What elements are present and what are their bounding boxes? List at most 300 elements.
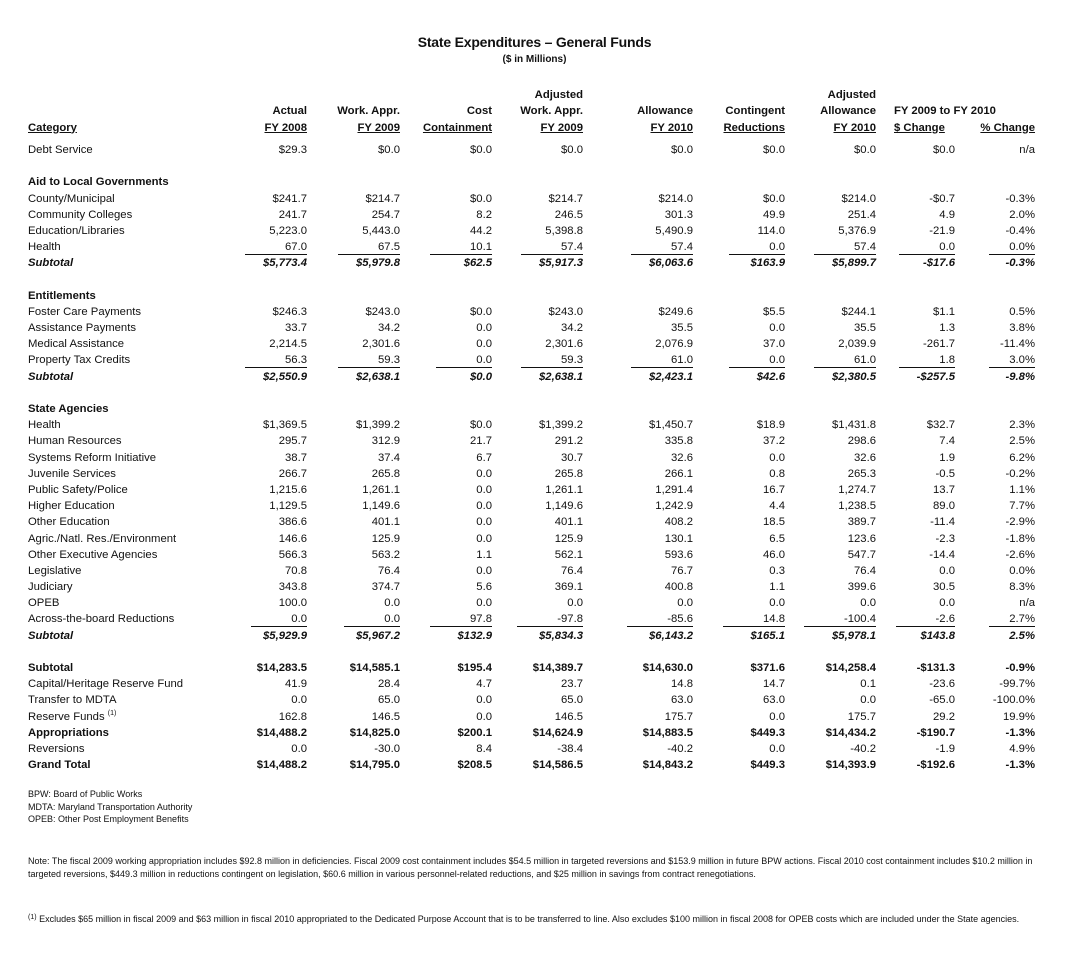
row-label-text: Subtotal (28, 662, 74, 674)
cell-cost-containment (400, 207, 492, 223)
cell-allowance-fy2010 (583, 709, 693, 725)
section-heading (28, 401, 1035, 417)
cell-percent-change (955, 223, 1035, 239)
cell-value: -0.3% (1005, 257, 1035, 270)
cell-value: 37.4 (378, 451, 400, 464)
cell-contingent-reductions (693, 142, 785, 158)
table-row (28, 547, 1035, 563)
cell-contingent-reductions (693, 692, 785, 708)
cell-value: $1,399.2 (356, 419, 400, 432)
cell-value: $5,979.8 (356, 257, 400, 270)
cell-cost-containment (400, 320, 492, 336)
cell-dollar-change (876, 223, 955, 239)
table-row (28, 433, 1035, 449)
header-dollar-change: $ Change (894, 121, 945, 134)
cell-value: $62.5 (463, 257, 492, 270)
cell-actual-fy2008 (240, 417, 307, 433)
cell-value: 2.3% (1009, 419, 1035, 432)
cell-value: 0.0 (860, 597, 876, 610)
cell-value: 401.1 (371, 516, 400, 529)
cell-value: 265.3 (847, 467, 876, 480)
cell-contingent-reductions (693, 628, 785, 644)
cell-value: -2.3 (935, 532, 955, 545)
cell-actual-fy2008 (240, 223, 307, 239)
cell-cost-containment (400, 628, 492, 644)
cell-value: 56.3 (245, 353, 307, 368)
cell-value: 8.4 (476, 742, 492, 755)
row-label-text: Transfer to MDTA (28, 694, 117, 707)
cell-value: 34.2 (561, 322, 583, 335)
row-label (28, 142, 240, 158)
header-work-appr-fy2009 (307, 87, 400, 137)
row-label-text: Foster Care Payments (28, 305, 142, 318)
cell-adjusted-allowance-fy2010 (785, 498, 876, 514)
cell-allowance-fy2010 (583, 336, 693, 352)
header-change-subheaders (876, 120, 1035, 137)
cell-actual-fy2008 (240, 336, 307, 352)
cell-adjusted-allowance-fy2010 (785, 207, 876, 223)
row-label (28, 288, 240, 304)
cell-value: 44.2 (470, 224, 492, 237)
cell-work-appr-fy2009 (307, 547, 400, 563)
cell-value: 1.1 (769, 581, 785, 594)
cell-work-appr-fy2009 (307, 352, 400, 368)
cell-value: 76.4 (378, 564, 400, 577)
cell-value: $6,063.6 (649, 257, 693, 270)
header-line: Actual (272, 105, 307, 117)
cell-value: -0.9% (1005, 662, 1035, 674)
header-line: FY 2009 (540, 121, 583, 134)
cell-actual-fy2008 (240, 628, 307, 644)
cell-contingent-reductions (693, 498, 785, 514)
cell-value: 0.0 (476, 694, 492, 707)
cell-value: -11.4% (1000, 338, 1035, 351)
cell-value: 63.0 (763, 694, 785, 707)
cell-value: 33.7 (285, 322, 307, 335)
cell-percent-change (955, 142, 1035, 158)
cell-dollar-change (876, 660, 955, 676)
cell-actual-fy2008 (240, 207, 307, 223)
cell-actual-fy2008 (240, 579, 307, 595)
cell-value: 32.6 (671, 451, 693, 464)
cell-value: $249.6 (658, 305, 693, 318)
cell-allowance-fy2010 (583, 482, 693, 498)
header-line: Contingent (725, 105, 785, 117)
header-line: Containment (422, 121, 492, 134)
header-line: FY 2010 (650, 121, 693, 134)
row-label (28, 498, 240, 514)
cell-dollar-change (876, 531, 955, 547)
cell-value: 100.0 (278, 597, 307, 610)
row-label-text: Juvenile Services (28, 467, 116, 480)
cell-value: $241.7 (272, 192, 307, 205)
cell-value: -1.8% (1005, 532, 1035, 545)
cell-allowance-fy2010 (583, 547, 693, 563)
cell-value: -0.4% (1005, 224, 1035, 237)
cell-value: 3.8% (1009, 322, 1035, 335)
cell-value: $243.0 (365, 305, 400, 318)
cell-value: $14,585.1 (349, 662, 400, 674)
row-spacer (28, 158, 1035, 174)
cell-adjusted-work-appr-fy2009 (492, 498, 583, 514)
row-label-text: State Agencies (28, 403, 109, 415)
cell-adjusted-work-appr-fy2009 (492, 304, 583, 320)
cell-value: 1,149.6 (362, 500, 400, 513)
header-line: Adjusted (827, 88, 876, 101)
cell-value: $14,586.5 (532, 759, 583, 772)
cell-work-appr-fy2009 (307, 757, 400, 773)
cell-value: 97.8 (430, 612, 492, 627)
cell-value: 2,301.6 (545, 338, 583, 351)
cell-value: 251.4 (847, 208, 876, 221)
cell-allowance-fy2010 (583, 660, 693, 676)
cell-contingent-reductions (693, 352, 785, 368)
cell-value: 0.0 (476, 483, 492, 496)
row-label (28, 352, 240, 368)
header-line: Adjusted (534, 88, 583, 101)
cell-value: 0.8 (769, 467, 785, 480)
cell-work-appr-fy2009 (307, 482, 400, 498)
cell-actual-fy2008 (240, 563, 307, 579)
cell-dollar-change (876, 304, 955, 320)
cell-work-appr-fy2009 (307, 741, 400, 757)
cell-adjusted-work-appr-fy2009 (492, 547, 583, 563)
cell-dollar-change (876, 741, 955, 757)
row-label-text: Appropriations (28, 726, 109, 739)
total-row (28, 255, 1035, 271)
cell-value: $14,434.2 (825, 726, 876, 739)
cell-value: -100.0% (992, 694, 1035, 707)
cell-value: $29.3 (278, 144, 307, 156)
cell-adjusted-work-appr-fy2009 (492, 757, 583, 773)
cell-percent-change (955, 433, 1035, 449)
cell-value: 57.4 (631, 240, 693, 255)
cell-value: 265.8 (554, 467, 583, 480)
table-row (28, 676, 1035, 692)
header-cost-containment (400, 87, 492, 137)
cell-dollar-change (876, 514, 955, 530)
cell-value: $2,638.1 (539, 370, 583, 383)
cell-actual-fy2008 (240, 514, 307, 530)
cell-dollar-change (876, 547, 955, 563)
row-label-text: Assistance Payments (28, 322, 136, 335)
cell-value: 1.9 (939, 451, 955, 464)
cell-percent-change (955, 320, 1035, 336)
cell-allowance-fy2010 (583, 352, 693, 368)
cell-work-appr-fy2009 (307, 239, 400, 255)
cell-actual-fy2008 (240, 531, 307, 547)
cell-value: 241.7 (278, 208, 307, 221)
cell-cost-containment (400, 191, 492, 207)
row-label (28, 417, 240, 433)
cell-allowance-fy2010 (583, 676, 693, 692)
cell-value: -23.6 (929, 678, 955, 691)
table-row (28, 417, 1035, 433)
cell-value: 130.1 (664, 532, 693, 545)
cell-value: $1,450.7 (649, 419, 693, 432)
cell-value: 0.0 (476, 597, 492, 610)
cell-actual-fy2008 (240, 320, 307, 336)
cell-cost-containment (400, 304, 492, 320)
cell-value: $143.8 (920, 629, 955, 642)
cell-value: 0.0 (729, 240, 785, 255)
cell-allowance-fy2010 (583, 433, 693, 449)
cell-value: 29.2 (933, 710, 955, 723)
row-label (28, 207, 240, 223)
cell-adjusted-allowance-fy2010 (785, 191, 876, 207)
cell-value: 0.0 (476, 710, 492, 723)
cell-value: $14,825.0 (349, 726, 400, 739)
row-label-text: Higher Education (28, 500, 115, 513)
header-change-group-label: FY 2009 to FY 2010 (894, 105, 996, 117)
cell-value: -65.0 (929, 694, 955, 707)
header-actual-fy2008 (240, 87, 307, 137)
cell-actual-fy2008 (240, 498, 307, 514)
cell-value: $14,624.9 (532, 726, 583, 739)
cell-adjusted-work-appr-fy2009 (492, 352, 583, 368)
cell-dollar-change (876, 563, 955, 579)
cell-value: 0.0 (476, 564, 492, 577)
cell-value: 30.5 (933, 581, 955, 594)
row-label (28, 595, 240, 611)
cell-percent-change (955, 741, 1035, 757)
cell-adjusted-work-appr-fy2009 (492, 142, 583, 158)
cell-value: $244.1 (841, 305, 876, 318)
cell-adjusted-allowance-fy2010 (785, 142, 876, 158)
cell-cost-containment (400, 660, 492, 676)
cell-work-appr-fy2009 (307, 709, 400, 725)
cell-work-appr-fy2009 (307, 191, 400, 207)
cell-value: $0.0 (854, 144, 876, 156)
cell-dollar-change (876, 498, 955, 514)
table-row (28, 692, 1035, 708)
row-label (28, 660, 240, 676)
cell-value: 0.0 (384, 597, 400, 610)
cell-value: 125.9 (554, 532, 583, 545)
header-line: Work. Appr. (337, 105, 400, 117)
row-label (28, 320, 240, 336)
cell-adjusted-allowance-fy2010 (785, 692, 876, 708)
row-label (28, 174, 240, 190)
cell-adjusted-work-appr-fy2009 (492, 611, 583, 627)
cell-contingent-reductions (693, 757, 785, 773)
cell-value: 1.3 (939, 322, 955, 335)
header-line: Allowance (820, 105, 876, 117)
cell-value: 312.9 (371, 435, 400, 448)
cell-value: 1,242.9 (655, 500, 693, 513)
cell-adjusted-allowance-fy2010 (785, 595, 876, 611)
cell-percent-change (955, 595, 1035, 611)
cell-value: n/a (1019, 597, 1035, 610)
cell-adjusted-work-appr-fy2009 (492, 433, 583, 449)
cell-value: -$0.7 (929, 192, 955, 205)
table-row (28, 304, 1035, 320)
cell-value: 0.0 (769, 322, 785, 335)
cell-value: -0.5 (935, 467, 955, 480)
cell-value: $14,258.4 (825, 662, 876, 674)
cell-value: 7.4 (939, 435, 955, 448)
cell-percent-change (955, 482, 1035, 498)
cell-value: 5,376.9 (838, 224, 876, 237)
cell-allowance-fy2010 (583, 725, 693, 741)
cell-dollar-change (876, 628, 955, 644)
cell-work-appr-fy2009 (307, 628, 400, 644)
cell-value: -38.4 (557, 742, 583, 755)
cell-value: -$257.5 (916, 370, 955, 383)
header-category (28, 120, 240, 137)
abbreviation: MDTA: Maryland Transportation Authority (28, 801, 193, 812)
cell-contingent-reductions (693, 207, 785, 223)
header-change-group (876, 103, 1035, 136)
cell-cost-containment (400, 142, 492, 158)
cell-value: 2,214.5 (269, 338, 307, 351)
row-label-text: Judiciary (28, 581, 73, 594)
table-row (28, 450, 1035, 466)
cell-contingent-reductions (693, 466, 785, 482)
cell-allowance-fy2010 (583, 255, 693, 271)
cell-adjusted-work-appr-fy2009 (492, 579, 583, 595)
cell-cost-containment (400, 531, 492, 547)
cell-cost-containment (400, 223, 492, 239)
cell-percent-change (955, 531, 1035, 547)
cell-value: 67.5 (338, 240, 400, 255)
cell-adjusted-work-appr-fy2009 (492, 595, 583, 611)
table-header (28, 84, 1035, 136)
cell-cost-containment (400, 579, 492, 595)
row-label (28, 628, 240, 644)
cell-cost-containment (400, 466, 492, 482)
cell-value: 0.3 (769, 564, 785, 577)
cell-value: $14,843.2 (642, 759, 693, 772)
cell-contingent-reductions (693, 709, 785, 725)
cell-allowance-fy2010 (583, 579, 693, 595)
cell-value: 1,261.1 (362, 483, 400, 496)
cell-value: -$192.6 (916, 759, 955, 772)
row-label-text: Subtotal (28, 257, 74, 270)
cell-cost-containment (400, 676, 492, 692)
row-label-text: Other Executive Agencies (28, 548, 158, 561)
cell-dollar-change (876, 369, 955, 385)
cell-percent-change (955, 611, 1035, 627)
cell-cost-containment (400, 255, 492, 271)
cell-actual-fy2008 (240, 142, 307, 158)
cell-work-appr-fy2009 (307, 336, 400, 352)
cell-work-appr-fy2009 (307, 563, 400, 579)
cell-allowance-fy2010 (583, 223, 693, 239)
cell-value: 5,223.0 (269, 224, 307, 237)
cell-value: $163.9 (750, 257, 785, 270)
cell-value: 0.0 (476, 516, 492, 529)
cell-adjusted-work-appr-fy2009 (492, 369, 583, 385)
cell-adjusted-work-appr-fy2009 (492, 741, 583, 757)
cell-value: $5,978.1 (832, 629, 876, 642)
cell-actual-fy2008 (240, 433, 307, 449)
cell-dollar-change (876, 191, 955, 207)
cell-value: 8.2 (476, 208, 492, 221)
row-label-text: Human Resources (28, 435, 122, 448)
cell-value: $14,488.2 (256, 726, 307, 739)
cell-work-appr-fy2009 (307, 223, 400, 239)
cell-cost-containment (400, 498, 492, 514)
cell-value: 14.7 (763, 678, 785, 691)
table-row (28, 223, 1035, 239)
cell-work-appr-fy2009 (307, 676, 400, 692)
cell-work-appr-fy2009 (307, 142, 400, 158)
cell-value: 18.5 (763, 516, 785, 529)
cell-value: 7.7% (1009, 500, 1035, 513)
cell-adjusted-allowance-fy2010 (785, 563, 876, 579)
cell-contingent-reductions (693, 563, 785, 579)
header-line (583, 87, 693, 104)
cell-adjusted-allowance-fy2010 (785, 239, 876, 255)
cell-adjusted-allowance-fy2010 (785, 450, 876, 466)
cell-work-appr-fy2009 (307, 450, 400, 466)
footnote-paragraph (28, 913, 1038, 926)
cell-value: 6.5 (769, 532, 785, 545)
cell-value: $2,550.9 (263, 370, 307, 383)
cell-adjusted-work-appr-fy2009 (492, 531, 583, 547)
cell-value: 35.5 (854, 322, 876, 335)
cell-allowance-fy2010 (583, 369, 693, 385)
cell-contingent-reductions (693, 369, 785, 385)
cell-actual-fy2008 (240, 611, 307, 627)
row-label-text: Grand Total (28, 759, 91, 772)
cell-value: $14,393.9 (825, 759, 876, 772)
cell-value: $14,389.7 (532, 662, 583, 674)
cell-value: 0.0 (769, 710, 785, 723)
row-label (28, 191, 240, 207)
cell-adjusted-work-appr-fy2009 (492, 207, 583, 223)
cell-adjusted-work-appr-fy2009 (492, 255, 583, 271)
cell-value: $246.3 (272, 305, 307, 318)
cell-actual-fy2008 (240, 595, 307, 611)
cell-adjusted-allowance-fy2010 (785, 676, 876, 692)
header-adjusted-work-appr-fy2009 (492, 87, 583, 137)
cell-value: -261.7 (922, 338, 955, 351)
row-label (28, 514, 240, 530)
cell-actual-fy2008 (240, 741, 307, 757)
cell-value: -$131.3 (916, 662, 955, 674)
cell-value: 1,274.7 (838, 483, 876, 496)
row-label (28, 255, 240, 271)
cell-value: -100.4 (804, 612, 876, 627)
cell-value: $0.0 (378, 144, 400, 156)
footnote-ref: (1) (107, 709, 117, 717)
table-row (28, 498, 1035, 514)
cell-work-appr-fy2009 (307, 304, 400, 320)
cell-contingent-reductions (693, 239, 785, 255)
cell-value: $14,883.5 (642, 726, 693, 739)
cell-value: $0.0 (470, 305, 492, 318)
cell-dollar-change (876, 433, 955, 449)
row-spacer (28, 385, 1035, 401)
cell-allowance-fy2010 (583, 239, 693, 255)
cell-value: 266.7 (278, 467, 307, 480)
cell-value: 70.8 (285, 564, 307, 577)
cell-value: -1.3% (1005, 759, 1035, 772)
cell-work-appr-fy2009 (307, 255, 400, 271)
cell-value: $0.0 (933, 144, 955, 156)
table-row (28, 191, 1035, 207)
cell-adjusted-work-appr-fy2009 (492, 482, 583, 498)
cell-adjusted-allowance-fy2010 (785, 352, 876, 368)
cell-adjusted-allowance-fy2010 (785, 369, 876, 385)
cell-adjusted-allowance-fy2010 (785, 320, 876, 336)
cell-adjusted-allowance-fy2010 (785, 531, 876, 547)
row-label (28, 563, 240, 579)
header-line (307, 87, 400, 104)
row-label (28, 482, 240, 498)
